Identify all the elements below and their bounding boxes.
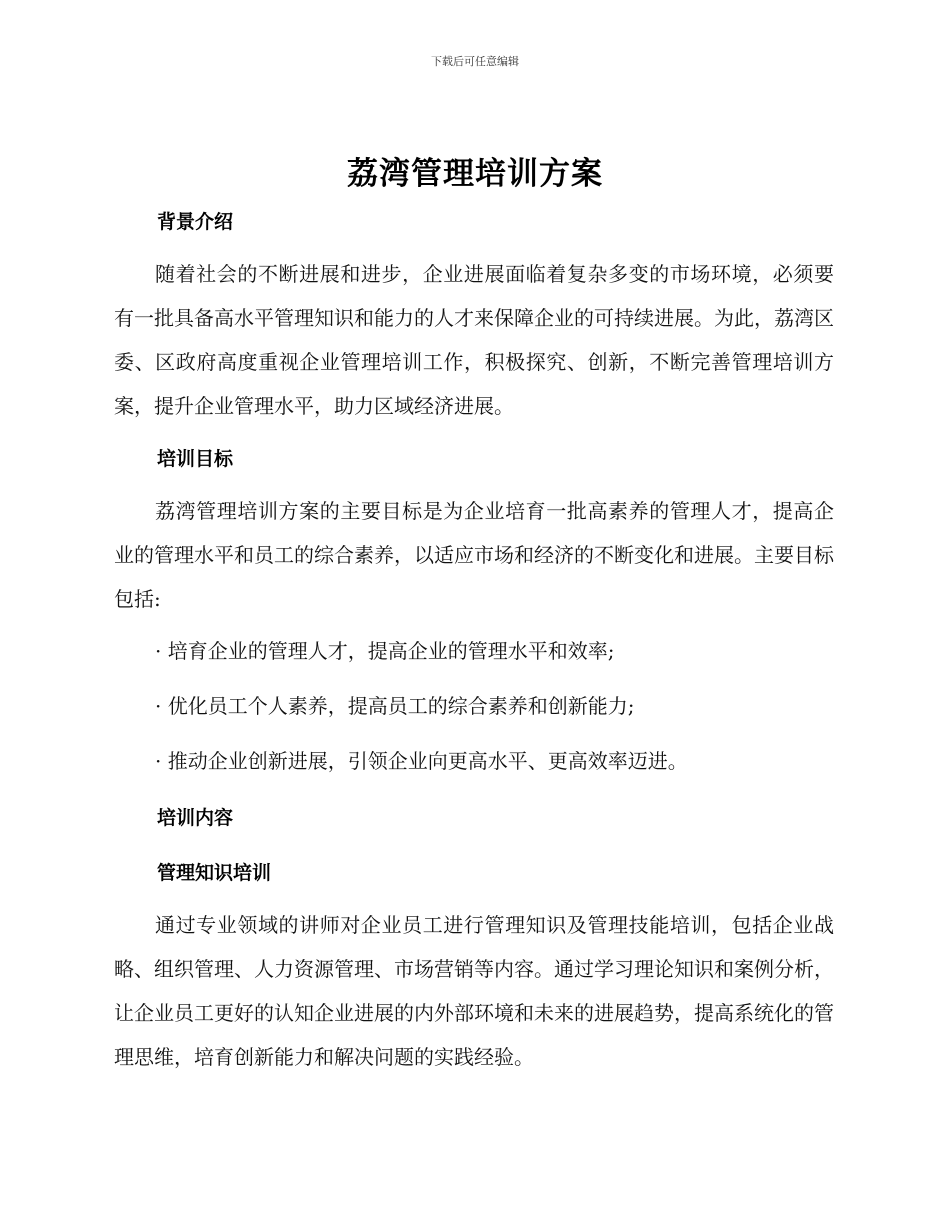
section-heading-background: 背景介绍 [157,211,234,233]
subsection-heading-management: 管理知识培训 [157,862,272,884]
section-heading-content: 培训内容 [157,807,234,829]
page-title: 荔湾管理培训方案 [347,156,603,192]
paragraph-background: 随着社会的不断进展和进步，企业进展面临着复杂多变的市场环境，必须要有一批具备高水平管理知识和能力的人才来保障企业的可持续进展。为此，荔湾区委、区政府高度重视企业管理培训工作，积极探究、创新，不断完善管理培训方案，提升企业管理水平，助力区域经济进展。 [114,262,834,418]
goal-bullet-2: · 优化员工个人素养，提高员工的综合素养和创新能力; [155,694,635,718]
header-note: 下载后可任意编辑 [431,55,519,68]
section-heading-goals: 培训目标 [157,448,234,470]
goal-bullet-3: · 推动企业创新进展，引领企业向更高水平、更高效率迈进。 [155,749,688,773]
paragraph-goals: 荔湾管理培训方案的主要目标是为企业培育一批高素养的管理人才，提高企业的管理水平和员工的综合素养，以适应市场和经济的不断变化和进展。主要目标包括: [114,499,834,611]
paragraph-management-training: 通过专业领域的讲师对企业员工进行管理知识及管理技能培训，包括企业战略、组织管理、人力资源管理、市场营销等内容。通过学习理论知识和案例分析，让企业员工更好的认知企业进展的内外部环境和未来的进展趋势，提高系统化的管理思维，培育创新能力和解决问题的实践经验。 [114,913,834,1069]
goal-bullet-1: · 培育企业的管理人才，提高企业的管理水平和效率; [155,639,615,663]
